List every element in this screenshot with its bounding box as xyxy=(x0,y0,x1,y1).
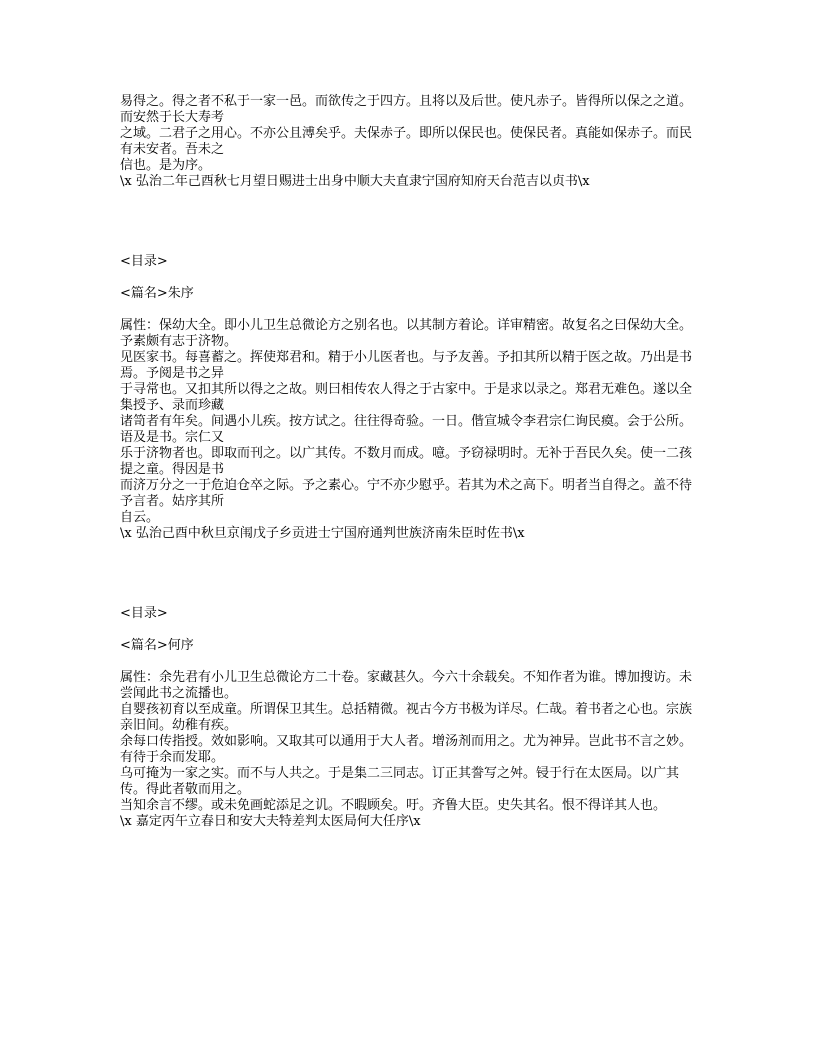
document-page xyxy=(120,94,700,830)
text-line: 于寻常也。又扣其所以得之之故。则曰相传农人得之于古家中。于是求以录之。郑君无难色。遂以全集授予、录而珍藏 xyxy=(120,382,693,413)
text-line: 属性：余先君有小儿卫生总微论方二十卷。家藏甚久。今六十余载矣。不知作者为谁。博加搜访。未尝闻此书之流播也。 xyxy=(120,670,693,701)
spacer xyxy=(120,190,700,254)
preface-block-fan xyxy=(120,94,700,190)
section-title: <篇名>朱序 xyxy=(120,286,194,301)
text-line: 而济万分之一于危迫仓卒之际。予之素心。宁不亦少慰乎。若其为术之高下。明者当自得之。盖不待予言者。姑序其所 xyxy=(120,478,693,509)
toc-marker: <目录> xyxy=(120,606,168,621)
toc-marker: <目录> xyxy=(120,254,168,269)
text-line: 余每口传指授。效如影响。又取其可以通用于大人者。增汤剂而用之。尤为神异。岂此书不言之妙。有待于余而发耶。 xyxy=(120,734,693,765)
spacer xyxy=(120,622,700,638)
text-line: 之域。二君子之用心。不亦公且溥矣乎。夫保赤子。即所以保民也。使保民者。真能如保赤子。而民有未安者。吾未之 xyxy=(120,126,693,157)
text-line: 乌可掩为一家之实。而不与人共之。于是集二三同志。订正其誊写之舛。锓于行在太医局。以广其传。得此者敬而用之。 xyxy=(120,766,680,797)
text-line: 易得之。得之者不私于一家一邑。而欲传之于四方。且将以及后世。使凡赤子。皆得所以保之之道。而安然于长大寿考 xyxy=(120,94,693,125)
spacer xyxy=(120,654,700,670)
text-line: 信也。是为序。 xyxy=(120,158,212,173)
text-line: 自婴孩初育以至成童。所谓保卫其生。总括精微。视古今方书极为详尽。仁哉。着书者之心也。宗族亲旧间。幼稚有疾。 xyxy=(120,702,693,733)
spacer xyxy=(120,270,700,286)
text-line: 属性：保幼大全。即小儿卫生总微论方之别名也。以其制方着论。详审精密。故复名之曰保幼大全。予素颇有志于济物。 xyxy=(120,318,693,349)
signature-line: \x 弘治己酉中秋旦京闱戊子乡贡进士宁国府通判世族济南朱臣时佐书\x xyxy=(120,526,525,541)
text-line: 乐于济物者也。即取而刊之。以广其传。不数月而成。噫。予窃禄明时。无补于吾民久矣。使一二孩提之童。得因是书 xyxy=(120,446,693,477)
spacer xyxy=(120,542,700,606)
text-line: 见医家书。每喜蓄之。挥使郑君和。精于小儿医者也。与予友善。予扣其所以精于医之故。乃出是书焉。予阅是书之异 xyxy=(120,350,693,381)
signature-line: \x 弘治二年己酉秋七月望日赐进士出身中顺大夫直隶宁国府知府天台范吉以贞书\x xyxy=(120,174,590,189)
text-line: 当知余言不缪。或未免画蛇添足之讥。不暇顾矣。吁。齐鲁大臣。史失其名。恨不得详其人也。 xyxy=(120,798,667,813)
signature-line: \x 嘉定丙午立春日和安大夫特差判太医局何大任序\x xyxy=(120,814,421,829)
section-title: <篇名>何序 xyxy=(120,638,194,653)
section-he-preface xyxy=(120,606,700,830)
text-line: 自云。 xyxy=(120,510,160,525)
text-line: 诸笥者有年矣。间遇小儿疾。按方试之。往往得奇验。一日。偕宣城令李君宗仁询民瘼。会于公所。语及是书。宗仁又 xyxy=(120,414,693,445)
section-zhu-preface xyxy=(120,254,700,542)
spacer xyxy=(120,302,700,318)
